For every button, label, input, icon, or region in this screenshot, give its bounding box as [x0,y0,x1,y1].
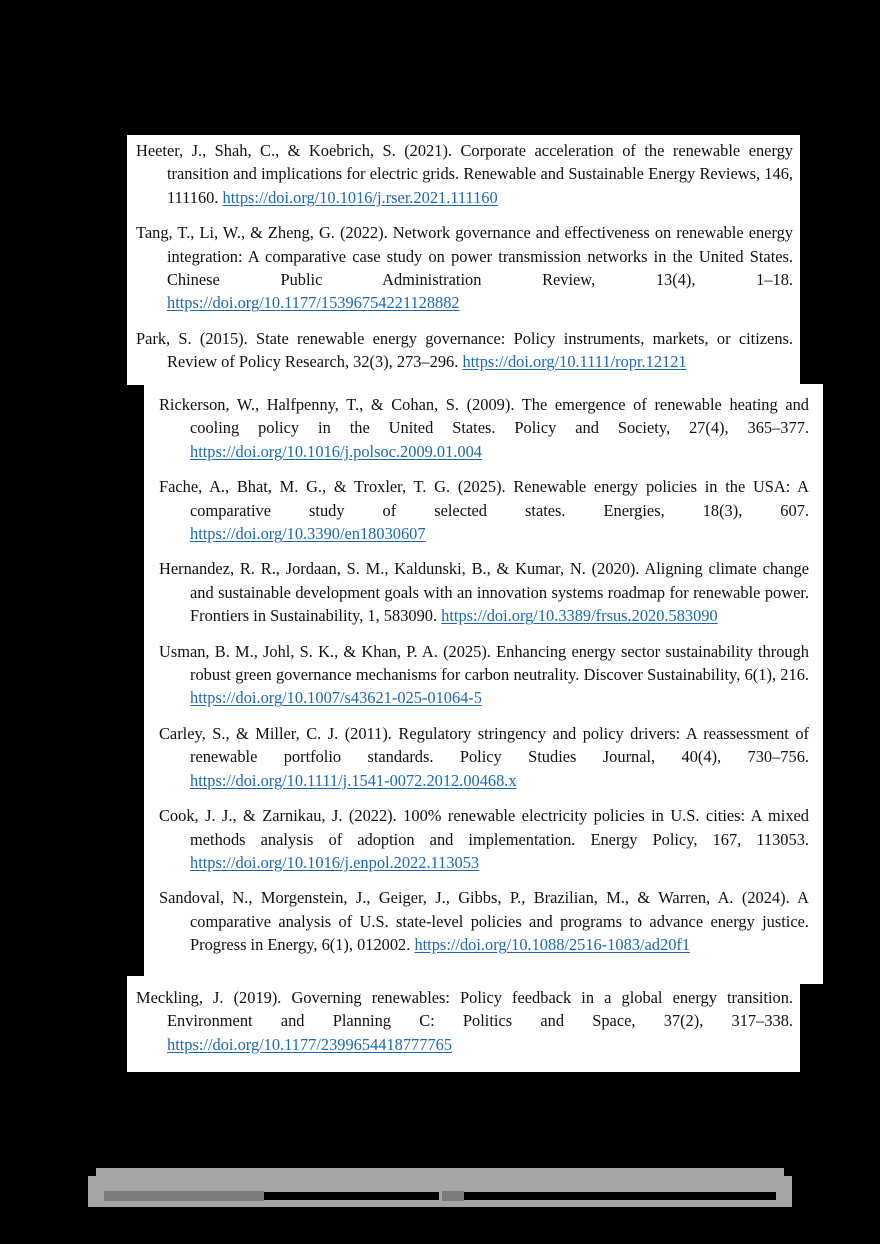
reference-panel-1 [127,135,800,385]
doi-link[interactable]: https://doi.org/10.3390/en18030607 [190,524,426,544]
reference-text: Tang, T., Li, W., & Zheng, G. (2022). Network governance and effectiveness on renewable energy integration: A comparative case study on power transmission networks in the United States. Chinese Public Administration Review, 13(4), 1–18. [136,223,793,290]
reference-panel-3 [127,976,800,1072]
reference-text: Fache, A., Bhat, M. G., & Troxler, T. G. (2025). Renewable energy policies in the USA: A comparative study of selected states. Energies, 18(3), 607. [159,477,809,520]
reference-entry [159,804,809,874]
reference-text: Carley, S., & Miller, C. J. (2011). Regulatory stringency and policy drivers: A reassessment of renewable portfolio standards. Policy Studies Journal, 40(4), 730–756. [159,723,809,767]
doi-link[interactable]: https://doi.org/10.1088/2516-1083/ad20f1 [414,935,691,955]
reference-entry [159,886,809,956]
reference-entry [159,393,809,463]
doi-link[interactable]: https://doi.org/10.1111/ropr.12121 [462,352,687,372]
reference-entry [136,986,793,1056]
reference-text: Park, S. (2015). State renewable energy governance: Policy instruments, markets, or citizens. Review of Policy Research, 32(3), 273–296. [136,328,793,372]
reference-text: Rickerson, W., Halfpenny, T., & Cohan, S. (2009). The emergence of renewable heating and cooling policy in the United States. Policy and Society, 27(4), 365–377. [159,395,809,438]
reference-entry [159,557,809,627]
reference-panel-2 [144,384,823,984]
doi-link[interactable]: https://doi.org/10.1016/j.enpol.2022.113053 [190,852,480,872]
footer-page-number [442,1191,464,1201]
doi-link[interactable]: https://doi.org/10.1016/j.polsoc.2009.01.004 [190,441,483,461]
reference-entry [159,640,809,710]
reference-text: Meckling, J. (2019). Governing renewables: Policy feedback in a global energy transition. Environment and Planning C: Politics and Space, 37(2), 317–338. [136,988,793,1031]
reference-text: Sandoval, N., Morgenstein, J., Geiger, J., Gibbs, P., Brazilian, M., & Warren, A. (2024). A comparative analysis of U.S. state-level policies and programs to advance energy justice. Progress in Energy, 6(1), 012002. [159,888,809,955]
doi-link[interactable]: https://doi.org/10.3389/frsus.2020.583090 [441,606,718,626]
reference-text: Heeter, J., Shah, C., & Koebrich, S. (2021). Corporate acceleration of the renewable energy transition and implications for electric grids. Renewable and Sustainable Energy Reviews, 146, 111160. [136,141,793,207]
reference-entry [136,327,793,374]
reference-entry [136,221,793,315]
doi-link[interactable]: https://doi.org/10.1007/s43621-025-01064-5 [190,688,482,708]
doi-link[interactable]: https://doi.org/10.1016/j.rser.2021.111160 [222,187,498,207]
doi-link[interactable]: https://doi.org/10.1111/j.1541-0072.2012.00468.x [190,770,517,790]
doi-link[interactable]: https://doi.org/10.1177/2399654418777765 [167,1034,453,1054]
footer-rule-left [264,1192,439,1200]
reference-text: Cook, J. J., & Zarnikau, J. (2022). 100% renewable electricity policies in U.S. cities: A mixed methods analysis of adoption and implementation. Energy Policy, 167, 113053. [159,806,809,849]
footer-redacted-text [104,1191,264,1201]
doi-link[interactable]: https://doi.org/10.1177/15396754221128882 [167,293,460,313]
reference-entry [159,475,809,545]
footer-rule-right [464,1192,776,1200]
reference-text: Hernandez, R. R., Jordaan, S. M., Kaldunski, B., & Kumar, N. (2020). Aligning climate change and sustainable development goals with an innovation systems roadmap for renewable power. Frontiers in Sustainability, 1, 583090. [159,559,809,626]
reference-entry [136,139,793,209]
reference-text: Usman, B. M., Johl, S. K., & Khan, P. A. (2025). Enhancing energy sector sustainability through robust green governance mechanisms for carbon neutrality. Discover Sustainability, 6(1), 216. [159,641,809,685]
reference-entry [159,722,809,792]
